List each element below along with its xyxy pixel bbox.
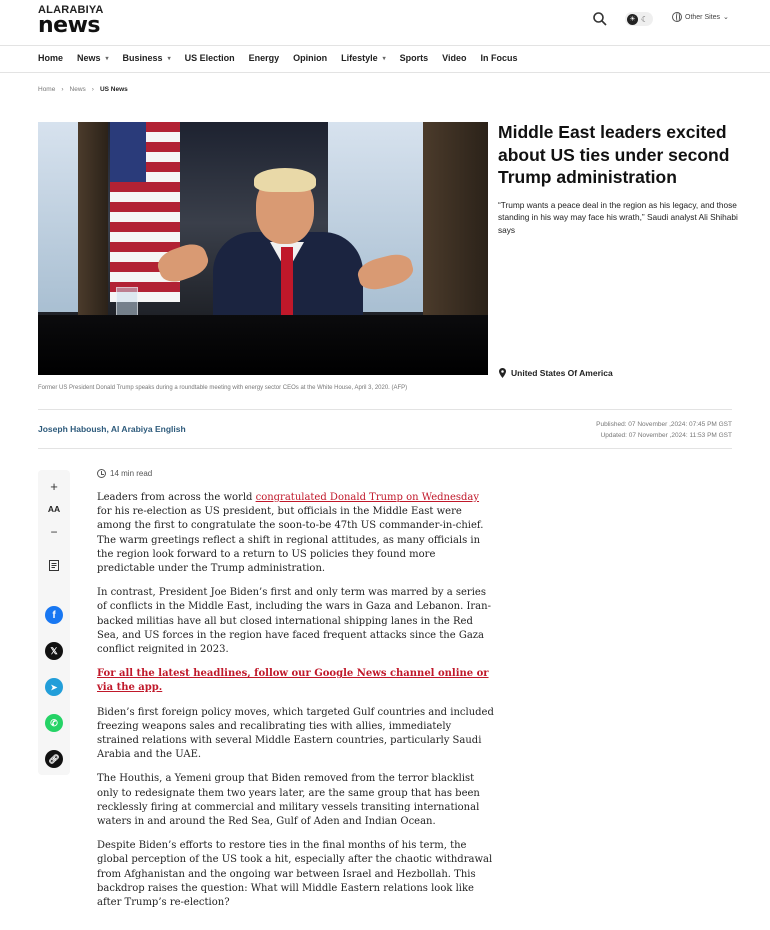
location-tag[interactable]	[498, 368, 613, 378]
article-tools-rail	[38, 470, 70, 775]
nav-label: Lifestyle	[341, 53, 378, 63]
minus-icon[interactable]: −	[50, 525, 58, 539]
read-time-label: 14 min read	[110, 469, 153, 478]
whatsapp-icon[interactable]: ✆	[44, 713, 64, 733]
google-news-cta-link[interactable]: For all the latest headlines, follow our Google News channel online or via the app.	[97, 668, 489, 694]
location-pin-icon	[498, 368, 507, 378]
updated-date: Updated: 07 November ,2024: 11:53 PM GST	[600, 432, 732, 439]
article-headline: Middle East leaders excited about US ties under second Trump administration	[498, 122, 730, 187]
notes-icon[interactable]	[44, 555, 64, 575]
author-link[interactable]: Joseph Haboush, Al Arabiya English	[38, 424, 186, 434]
moon-icon: ☾	[641, 14, 649, 24]
nav-item-us-election[interactable]	[185, 53, 235, 63]
nav-item-news[interactable]	[77, 53, 109, 63]
nav-item-home[interactable]	[38, 53, 63, 63]
breadcrumb	[38, 86, 128, 93]
font-size-icon[interactable]	[44, 499, 64, 519]
paragraph-text: for his re-election as US president, but officials in the Middle East were among the first to congratulate the soon-to-be 47th US commander-in-chief. The warm greetings reflect a shift in regional attitudes, as many officials in the region look forward to a return to US policies they found more predictable under the Trump administration.	[97, 506, 484, 575]
nav-item-video[interactable]	[442, 53, 466, 63]
article-paragraph: In contrast, President Joe Biden’s first and only term was marred by a series of conflicts in the Middle East, including the wars in Gaza and Lebanon. Iran-backed militias have all but closed international shipping lanes in the Red Sea, and US forces in the region have faced frequent attacks since the Gaza conflict reignited in 2023.	[97, 587, 491, 656]
clock-icon	[97, 469, 106, 478]
nav-label: Sports	[399, 53, 429, 63]
search-icon[interactable]	[592, 11, 608, 27]
nav-label: Video	[442, 53, 467, 63]
read-time	[97, 469, 152, 478]
congratulated-trump-link[interactable]: congratulated Donald Trump on Wednesday	[255, 492, 480, 503]
nav-item-energy[interactable]	[249, 53, 280, 63]
copy-link-icon[interactable]: 🔗︎	[44, 749, 64, 769]
paragraph-text: Leaders from across the world	[97, 492, 256, 503]
nav-label: Opinion	[293, 53, 328, 63]
chevron-down-icon: ▾	[167, 55, 171, 62]
article-body	[97, 491, 495, 920]
publish-dates	[596, 419, 732, 441]
nav-label: US Election	[184, 53, 235, 63]
article-paragraph: Biden’s first foreign policy moves, which targeted Gulf countries and included freezing weapons sales and recalibrating ties with allies, immediately strained relations with several Middle Eastern countries, particularly Saudi Arabia and the UAE.	[97, 706, 494, 761]
chevron-down-icon: ▾	[382, 55, 386, 62]
breadcrumb-section[interactable]: News	[69, 86, 86, 93]
location-label: United States Of America	[511, 368, 613, 378]
nav-label: In Focus	[480, 53, 518, 63]
byline-bar	[38, 409, 732, 449]
telegram-icon[interactable]: ➤	[44, 677, 64, 697]
facebook-icon[interactable]: f	[44, 605, 64, 625]
site-header	[0, 0, 770, 46]
font-size-label: AA	[47, 504, 61, 514]
chevron-down-icon: ⌄	[723, 14, 729, 21]
nav-item-business[interactable]	[123, 53, 171, 63]
nav-item-opinion[interactable]	[293, 53, 327, 63]
article-summary: “Trump wants a peace deal in the region as his legacy, and those standing in his way may face his wrath,” Saudi analyst Ali Shihabi says	[498, 200, 738, 235]
breadcrumb-current[interactable]: US News	[99, 86, 128, 93]
logo-top-text: ALARABIYA	[38, 4, 104, 16]
nav-item-lifestyle[interactable]	[341, 53, 386, 63]
nav-item-sports[interactable]	[400, 53, 429, 63]
globe-icon	[672, 12, 682, 22]
article-paragraph: The Houthis, a Yemeni group that Biden removed from the terror blacklist only to redesignate them two years later, are the same group that has been recklessly firing at commercial and military vessels transiting international waters in and around the Red Sea, Gulf of Aden and Indian Ocean.	[97, 773, 480, 828]
plus-icon[interactable]: +	[50, 478, 58, 494]
chevron-down-icon: ▾	[105, 55, 109, 62]
breadcrumb-home[interactable]: Home	[38, 86, 56, 93]
nav-label: Home	[38, 53, 64, 63]
logo-main-text: news	[38, 13, 101, 38]
hero-image	[38, 122, 488, 375]
nav-item-in-focus[interactable]	[481, 53, 518, 63]
nav-label: Business	[122, 53, 163, 63]
nav-label: News	[77, 53, 101, 63]
sun-icon: ☀	[627, 14, 638, 25]
nav-label: Energy	[248, 53, 280, 63]
theme-toggle[interactable]	[625, 12, 653, 26]
other-sites-label: Other Sites	[685, 13, 721, 21]
chevron-right-icon: ›	[91, 86, 94, 93]
other-sites-menu[interactable]	[672, 12, 729, 22]
main-nav	[0, 46, 770, 73]
article-paragraph: Despite Biden’s efforts to restore ties in the final months of his term, the global perception of the US took a hit, especially after the chaotic withdrawal from Afghanistan and the ongoing war between Israel and Hezbollah. This backdrop raises the question: What will Middle Eastern relations look like after Trump’s re-election?	[97, 840, 493, 909]
chevron-right-icon: ›	[61, 86, 64, 93]
site-logo[interactable]	[38, 5, 104, 37]
x-icon[interactable]: 𝕏	[44, 641, 64, 661]
image-caption: Former US President Donald Trump speaks during a roundtable meeting with energy sector CEOs at the White House, April 3, 2020. (AFP)	[38, 385, 408, 391]
article-paragraph	[97, 491, 495, 576]
published-date: Published: 07 November ,2024: 07:45 PM GST	[596, 421, 732, 428]
